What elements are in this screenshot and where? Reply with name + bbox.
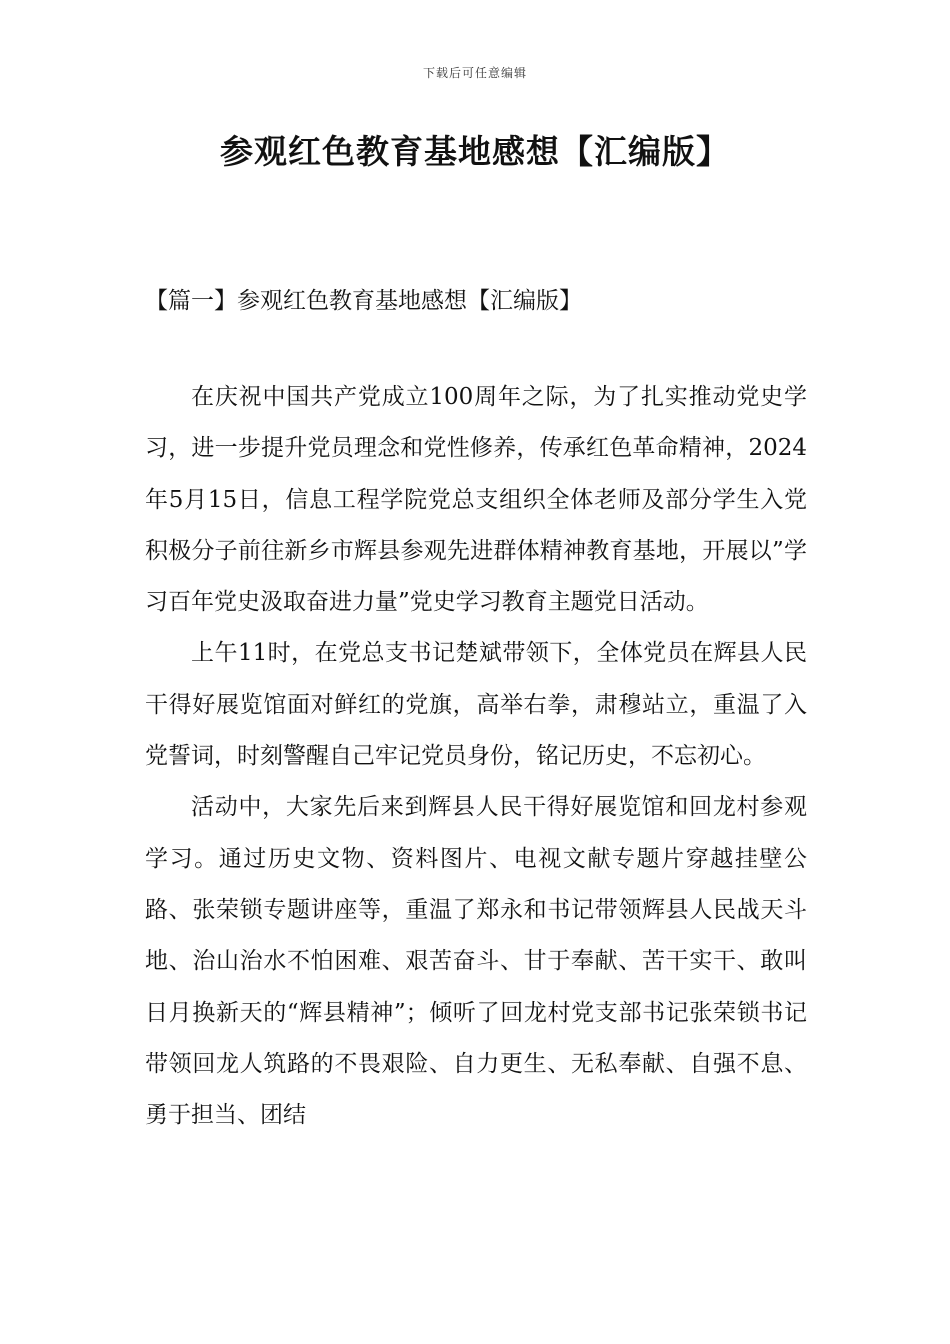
body-text <box>145 372 807 1141</box>
document-title: 参观红色教育基地感想【汇编版】 <box>220 132 730 171</box>
paragraph-2: 上午11时，在党总支书记楚斌带领下，全体党员在辉县人民干得好展览馆面对鲜红的党旗，高举右拳，肃穆站立，重温了入党誓词，时刻警醒自己牢记党员身份，铭记历史，不忘初心。 <box>145 640 807 770</box>
paragraph-1: 在庆祝中国共产党成立100周年之际，为了扎实推动党史学习，进一步提升党员理念和党性修养，传承红色革命精神，2024年5月15日，信息工程学院党总支组织全体老师及部分学生入党积极分子前往新乡市辉县参观先进群体精神教育基地，开展以”学习百年党史汲取奋进力量”党史学习教育主题党日活动。 <box>145 384 807 616</box>
paragraph-3: 活动中，大家先后来到辉县人民干得好展览馆和回龙村参观学习。通过历史文物、资料图片、电视文献专题片穿越挂壁公路、张荣锁专题讲座等，重温了郑永和书记带领辉县人民战天斗地、治山治水不怕困难、艰苦奋斗、甘于奉献、苦干实干、敢叫日月换新天的“辉县精神”；倾听了回龙村党支部书记张荣锁书记带领回龙人筑路的不畏艰险、自力更生、无私奉献、自强不息、勇于担当、团结 <box>145 794 807 1129</box>
header-note: 下载后可任意编辑 <box>422 66 527 80</box>
section-heading: 【篇一】参观红色教育基地感想【汇编版】 <box>145 288 582 314</box>
